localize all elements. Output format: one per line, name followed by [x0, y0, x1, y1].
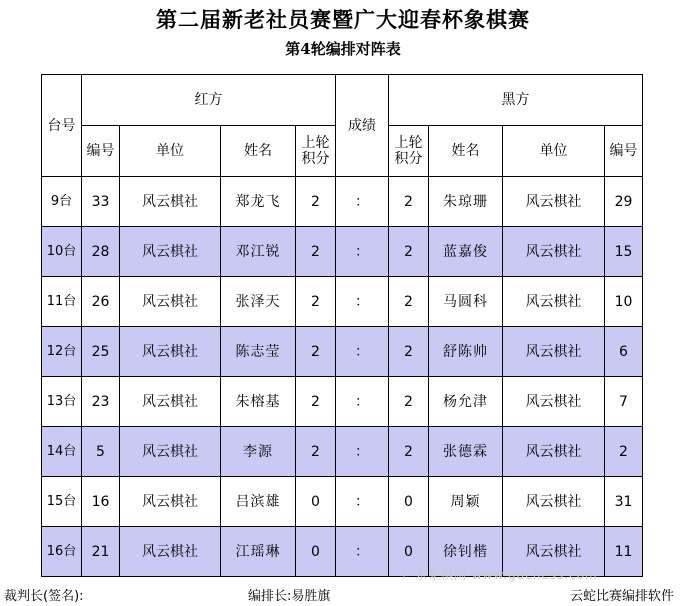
result-cell: ： — [336, 277, 389, 327]
red-id-cell: 26 — [82, 277, 120, 327]
red-score-cell: 2 — [296, 327, 336, 377]
black-name-cell: 周颖 — [429, 477, 503, 527]
red-unit-cell: 风云棋社 — [120, 277, 221, 327]
header-red-id: 编号 — [82, 126, 120, 177]
black-id-cell: 11 — [605, 527, 643, 577]
red-unit-cell: 风云棋社 — [120, 327, 221, 377]
footer-arranger: 编排长:易胜旗 — [248, 589, 331, 604]
red-unit-cell: 风云棋社 — [120, 377, 221, 427]
header-black-prev-score-line2: 积分 — [394, 151, 423, 167]
black-name-cell: 杨允津 — [429, 377, 503, 427]
pairings-table — [41, 74, 643, 577]
table-row — [42, 477, 643, 527]
black-score-cell: 0 — [389, 527, 429, 577]
pairings-table-body — [42, 75, 643, 577]
black-score-cell: 2 — [389, 427, 429, 477]
red-unit-cell: 风云棋社 — [120, 477, 221, 527]
header-black-prev-score — [389, 126, 429, 177]
table-row — [42, 277, 643, 327]
black-id-cell: 6 — [605, 327, 643, 377]
red-unit-cell: 风云棋社 — [120, 177, 221, 227]
header-result: 成绩 — [336, 75, 389, 177]
red-name-cell: 陈志莹 — [221, 327, 296, 377]
red-score-cell: 2 — [296, 427, 336, 477]
result-cell: ： — [336, 477, 389, 527]
red-unit-cell: 风云棋社 — [120, 427, 221, 477]
black-unit-cell: 风云棋社 — [503, 277, 605, 327]
result-cell: ： — [336, 327, 389, 377]
red-score-cell: 2 — [296, 277, 336, 327]
red-id-cell: 21 — [82, 527, 120, 577]
result-cell: ： — [336, 377, 389, 427]
red-score-cell: 0 — [296, 527, 336, 577]
black-score-cell: 2 — [389, 227, 429, 277]
result-cell: ： — [336, 227, 389, 277]
header-red-name: 姓名 — [221, 126, 296, 177]
header-red-side: 红方 — [82, 75, 336, 126]
black-score-cell: 2 — [389, 377, 429, 427]
watermark: 广东象棋网 www.gdchess.com — [402, 568, 598, 582]
black-name-cell: 张德霖 — [429, 427, 503, 477]
board-cell: 12台 — [42, 327, 82, 377]
board-cell: 15台 — [42, 477, 82, 527]
table-row — [42, 427, 643, 477]
black-name-cell: 朱琼珊 — [429, 177, 503, 227]
table-row — [42, 227, 643, 277]
red-name-cell: 郑龙飞 — [221, 177, 296, 227]
black-unit-cell: 风云棋社 — [503, 477, 605, 527]
black-unit-cell: 风云棋社 — [503, 377, 605, 427]
black-unit-cell: 风云棋社 — [503, 527, 605, 577]
black-unit-cell: 风云棋社 — [503, 177, 605, 227]
board-cell: 14台 — [42, 427, 82, 477]
black-id-cell: 7 — [605, 377, 643, 427]
red-id-cell: 16 — [82, 477, 120, 527]
black-score-cell: 0 — [389, 477, 429, 527]
header-red-prev-score-line2: 积分 — [301, 151, 330, 167]
red-score-cell: 0 — [296, 477, 336, 527]
red-score-cell: 2 — [296, 377, 336, 427]
black-name-cell: 徐钊楷 — [429, 527, 503, 577]
board-cell: 9台 — [42, 177, 82, 227]
header-red-prev-score — [296, 126, 336, 177]
table-row — [42, 177, 643, 227]
header-black-unit: 单位 — [503, 126, 605, 177]
header-black-side: 黑方 — [389, 75, 643, 126]
header-board: 台号 — [42, 75, 82, 177]
red-score-cell: 2 — [296, 177, 336, 227]
black-name-cell: 马圆科 — [429, 277, 503, 327]
black-score-cell: 2 — [389, 277, 429, 327]
result-cell: ： — [336, 177, 389, 227]
black-id-cell: 31 — [605, 477, 643, 527]
table-row — [42, 327, 643, 377]
red-id-cell: 25 — [82, 327, 120, 377]
header-black-name: 姓名 — [429, 126, 503, 177]
red-score-cell: 2 — [296, 227, 336, 277]
board-cell: 10台 — [42, 227, 82, 277]
red-unit-cell: 风云棋社 — [120, 227, 221, 277]
footer-referee: 裁判长(签名): — [4, 589, 84, 604]
black-id-cell: 15 — [605, 227, 643, 277]
board-cell: 13台 — [42, 377, 82, 427]
red-id-cell: 5 — [82, 427, 120, 477]
black-score-cell: 2 — [389, 327, 429, 377]
header-row-top — [42, 75, 643, 126]
header-red-prev-score-line1: 上轮 — [301, 135, 330, 151]
page-title: 第二届新老社员赛暨广大迎春杯象棋赛 — [156, 7, 530, 32]
black-unit-cell: 风云棋社 — [503, 327, 605, 377]
red-name-cell: 朱榕基 — [221, 377, 296, 427]
page-subtitle: 第4轮编排对阵表 — [285, 40, 401, 58]
result-cell: ： — [336, 427, 389, 477]
table-row — [42, 377, 643, 427]
red-name-cell: 吕滨雄 — [221, 477, 296, 527]
black-name-cell: 蓝嘉俊 — [429, 227, 503, 277]
board-cell: 11台 — [42, 277, 82, 327]
red-id-cell: 23 — [82, 377, 120, 427]
board-cell: 16台 — [42, 527, 82, 577]
black-id-cell: 2 — [605, 427, 643, 477]
black-unit-cell: 风云棋社 — [503, 227, 605, 277]
header-black-id: 编号 — [605, 126, 643, 177]
red-name-cell: 邓江锐 — [221, 227, 296, 277]
red-name-cell: 江瑶琳 — [221, 527, 296, 577]
red-unit-cell: 风云棋社 — [120, 527, 221, 577]
result-cell: ： — [336, 527, 389, 577]
black-name-cell: 舒陈帅 — [429, 327, 503, 377]
red-id-cell: 33 — [82, 177, 120, 227]
black-score-cell: 2 — [389, 177, 429, 227]
header-black-prev-score-line1: 上轮 — [394, 135, 423, 151]
red-name-cell: 李源 — [221, 427, 296, 477]
black-unit-cell: 风云棋社 — [503, 427, 605, 477]
header-red-unit: 单位 — [120, 126, 221, 177]
black-id-cell: 29 — [605, 177, 643, 227]
black-id-cell: 10 — [605, 277, 643, 327]
red-name-cell: 张泽天 — [221, 277, 296, 327]
footer-software: 云蛇比赛编排软件 — [570, 589, 675, 604]
red-id-cell: 28 — [82, 227, 120, 277]
